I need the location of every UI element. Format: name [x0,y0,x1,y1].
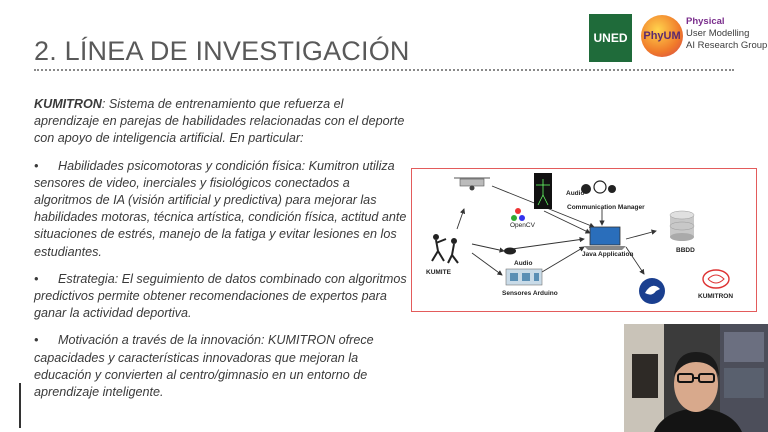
diagram-label-kumite: KUMITE [426,269,451,276]
diagram-label-communication-manager: Communication Manager [567,204,645,211]
intro-paragraph [34,96,408,148]
bullet-text: Habilidades psicomotoras y condición física: Kumitron utiliza sensores de video, inerciales y fisiológicos conectados a algoritmos de IA (visión artificial y predictiva) para mejorar las habilidades motoras, técnica artística, condición física, actitud ante situaciones de estrés, manejo de la fatiga y evitar lesiones en los estudiantes. [34,158,407,259]
phyum-group-name [686,16,767,52]
diagram-label-bbdd: BBDD [676,247,695,254]
phyum-line-2: User Modelling [686,28,750,39]
diagram-label-opencv: OpenCV [510,222,535,229]
diagram-label-sensores: Sensores Arduino [502,290,558,297]
database-icon [670,211,694,241]
kumite-fighters-icon [432,234,458,263]
bullet-text: Estrategia: El seguimiento de datos combinado con algoritmos predictivos permite obtener recomendaciones de expertos para ganar la actividad deportiva. [34,271,407,321]
slide-edge-marker [19,383,21,428]
bullet-item [34,271,408,323]
intro-keyword: KUMITRON [34,97,102,111]
drone-icon [454,178,490,191]
bullet-marker: • [34,158,39,173]
slide-body [34,96,408,411]
bullet-marker: • [34,333,39,348]
bullet-text: Motivación a través de la innovación: KUMITRON ofrece capacidades y características innovadoras que mejoran la educación y convierten al centro/gimnasio en un entorno de aprendizaje inteligente. [34,333,374,400]
diagram-label-kumitron: KUMITRON [698,293,734,300]
title-divider [34,69,734,71]
uned-logo: UNED [589,14,632,62]
bullet-item [34,158,408,261]
architecture-diagram [411,168,757,312]
slide-title: 2. LÍNEA DE INVESTIGACIÓN [34,36,410,66]
presenter-video-feed [624,324,768,432]
communication-manager-icon [581,181,616,194]
laptop-icon [584,227,626,250]
diagram-label-java-application: Java Application [582,251,634,258]
phyum-line-3: AI Research Group [686,40,768,51]
kumitron-logo-icon [703,270,729,288]
bullet-item [34,332,408,401]
opencv-icon [511,208,525,221]
microphone-icon [504,248,516,255]
skeleton-tracking-icon [534,173,552,209]
bullet-marker: • [34,271,39,286]
diagram-label-audio: Audio [514,260,533,267]
phyum-logo: PhyUM [641,15,683,57]
intro-text: : Sistema de entrenamiento que refuerza el aprendizaje en parejas de habilidades relacionadas con el deporte con apoyo de inteligencia artificial. En particular: [34,97,405,146]
diagram-label-audio-top: Audio [566,190,585,197]
phyum-line-1: Physical [686,16,725,27]
arduino-sensors-icon [506,269,542,285]
bird-logo-icon [639,278,665,304]
